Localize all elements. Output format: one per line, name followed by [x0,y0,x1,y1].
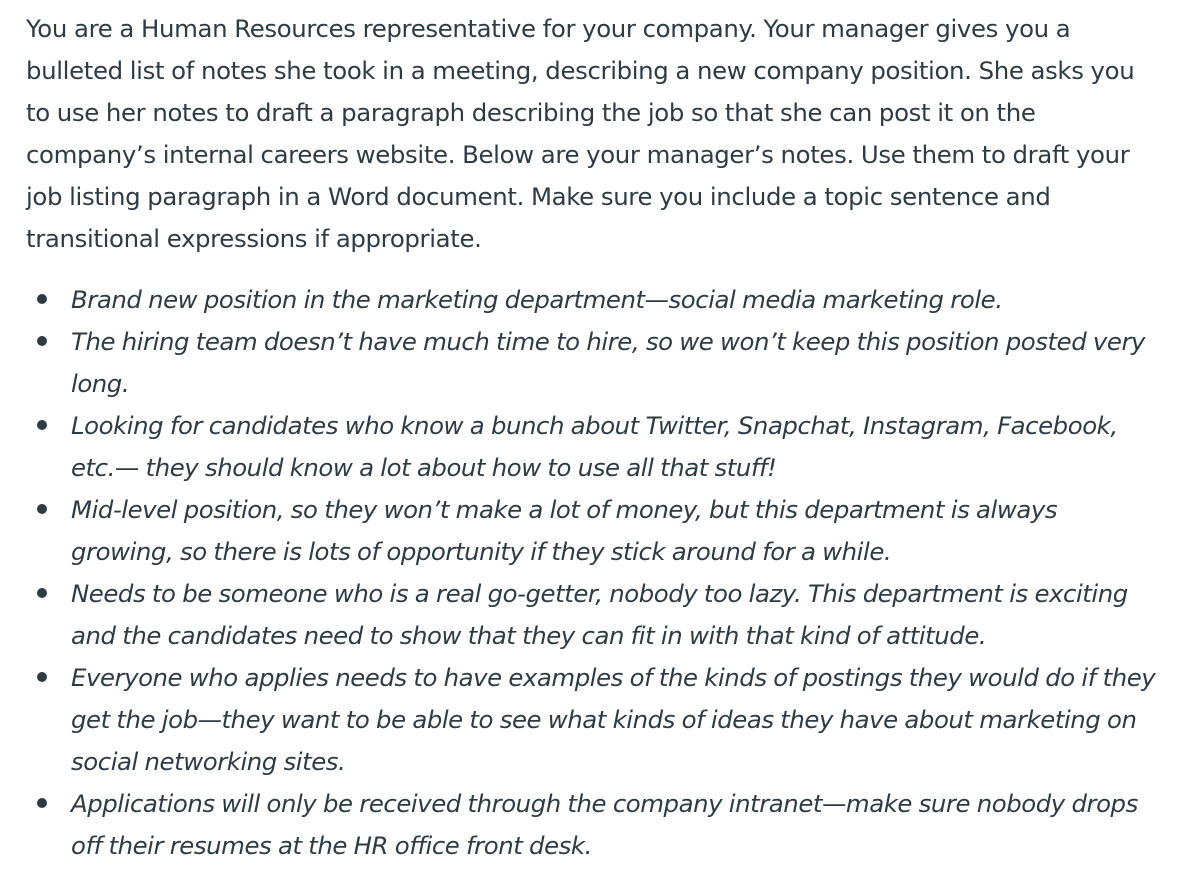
bullet-icon [37,294,47,304]
manager-notes-list [26,279,1161,867]
bullet-icon [37,588,47,598]
note-text: Needs to be someone who is a real go-getter, nobody too lazy. This department is exciting and the candidates need to show that they can fit in with that kind of attitude. [71,579,1128,650]
note-item [26,657,1161,783]
bullet-icon [37,672,47,682]
note-text: Looking for candidates who know a bunch about Twitter, Snapchat, Instagram, Facebook, etc.— they should know a lot about how to use all that stuff! [71,411,1118,482]
note-text: Brand new position in the marketing department—social media marketing role. [71,285,1003,314]
bullet-icon [37,504,47,514]
note-item [26,573,1161,657]
bullet-icon [37,798,47,808]
note-item [26,783,1161,867]
note-item [26,489,1161,573]
note-item [26,405,1161,489]
note-text: Everyone who applies needs to have examples of the kinds of postings they would do if they get the job—they want to be able to see what kinds of ideas they have about marketing on social networking sites. [71,663,1156,776]
assignment-document [26,8,1161,867]
note-text: Applications will only be received through the company intranet—make sure nobody drops off their resumes at the HR office front desk. [71,789,1138,860]
intro-paragraph: You are a Human Resources representative for your company. Your manager gives you a bulleted list of notes she took in a meeting, describing a new company position. She asks you to use her notes to draft a paragraph describing the job so that she can post it on the company’s internal careers website. Below are your manager’s notes. Use them to draft your job listing paragraph in a Word document. Make sure you include a topic sentence and transitional expressions if appropriate. [26,14,1135,253]
note-item [26,321,1161,405]
note-item [26,279,1161,321]
note-text: Mid-level position, so they won’t make a lot of money, but this department is always growing, so there is lots of opportunity if they stick around for a while. [71,495,1058,566]
bullet-icon [37,420,47,430]
note-text: The hiring team doesn’t have much time to hire, so we won’t keep this position posted very long. [71,327,1146,398]
bullet-icon [37,336,47,346]
